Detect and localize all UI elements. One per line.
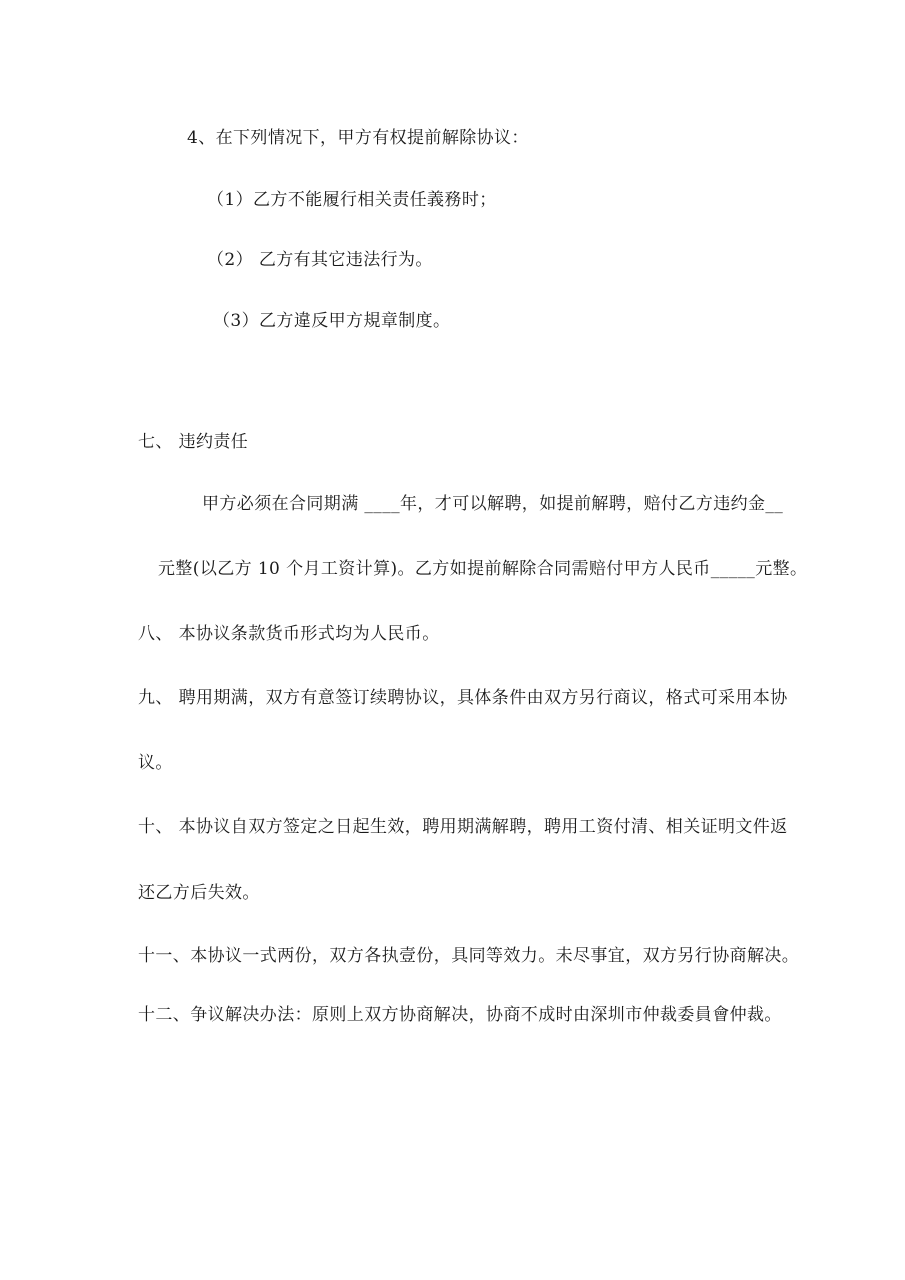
section-11: 十一、本协议一式两份，双方各执壹份，具同等效力。未尽事宜，双方另行协商解决。 [138, 946, 800, 966]
section-10-line-2: 还乙方后失效。 [138, 883, 260, 903]
section-7-heading: 七、 违约责任 [138, 432, 249, 452]
clause-4-item-2: （2） 乙方有其它违法行为。 [207, 250, 433, 270]
section-7-paragraph-line-2: 元整(以乙方 10 个月工资计算)。乙方如提前解除合同需赔付甲方人民币_____元整。 [158, 559, 808, 579]
section-7-paragraph-line-1: 甲方必须在合同期满 ____年，才可以解聘，如提前解聘，赔付乙方违约金__ [202, 494, 784, 514]
section-12: 十二、争议解决办法：原则上双方协商解决，协商不成时由深圳市仲裁委員會仲裁。 [138, 1005, 782, 1025]
clause-4-heading: 4、在下列情况下，甲方有权提前解除协议： [187, 128, 529, 148]
clause-4-item-3: （3）乙方違反甲方規章制度。 [213, 311, 451, 331]
section-10-line-1: 十、 本协议自双方签定之日起生效，聘用期满解聘，聘用工资付清、相关证明文件返 [138, 817, 788, 837]
section-9-line-2: 议。 [138, 753, 173, 773]
section-9-line-1: 九、 聘用期满，双方有意签订续聘协议，具体条件由双方另行商议，格式可采用本协 [138, 688, 788, 708]
clause-4-item-1: （1）乙方不能履行相关责任義務时； [207, 190, 497, 210]
section-8: 八、 本协议条款货币形式均为人民币。 [138, 624, 440, 644]
